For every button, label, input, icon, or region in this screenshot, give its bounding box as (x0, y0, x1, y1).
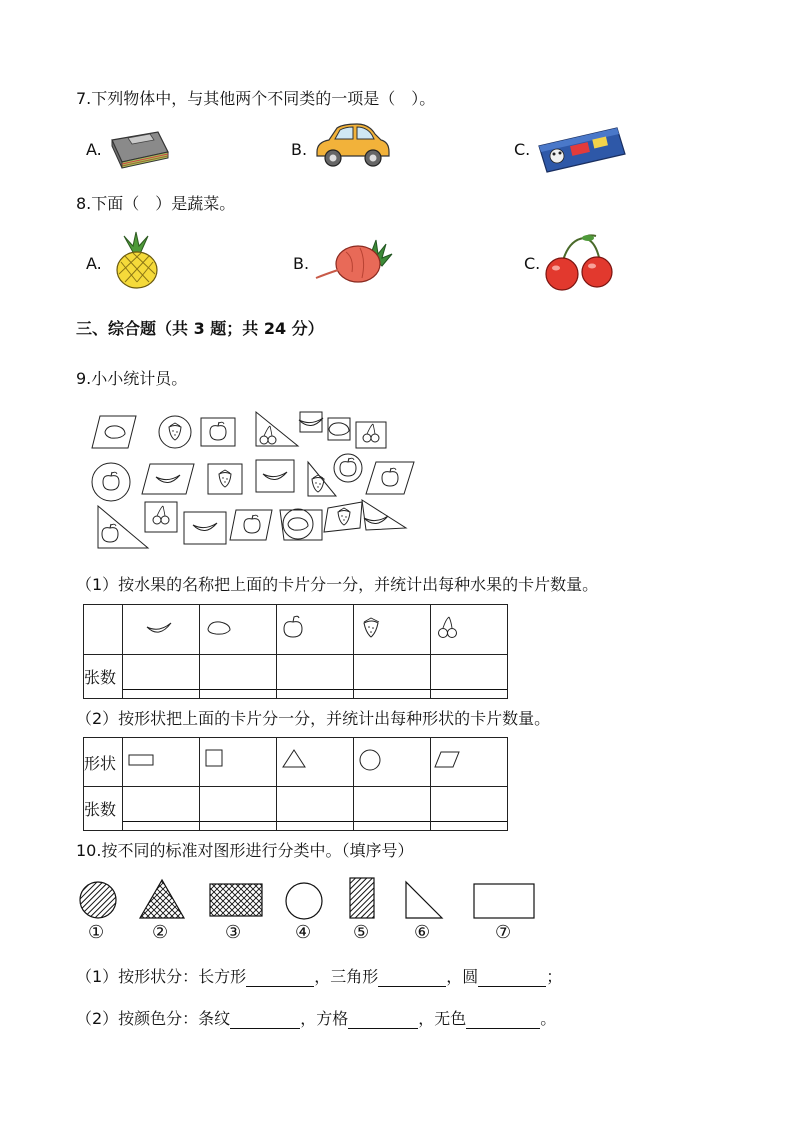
pencil-box-icon (537, 126, 627, 174)
shape-7-plain-rectangle (474, 884, 534, 918)
table2-answer-square[interactable] (200, 787, 277, 831)
q10-part2-end: 。 (540, 1009, 557, 1028)
book-icon (108, 126, 170, 168)
q8-option-c-label: C. (524, 254, 541, 273)
rectangle-icon (123, 738, 199, 782)
q10-part1-mid2: ，圆 (446, 967, 479, 986)
q8-option-b-label: B. (293, 254, 310, 273)
q10-triangle-blank[interactable] (378, 967, 446, 987)
fruit-cards-illustration (88, 406, 418, 552)
table1-header-strawberry (354, 605, 431, 655)
q10-text: 10.按不同的标准对图形进行分类中。（填序号） (76, 841, 414, 860)
shape-number-7: ⑦ (495, 922, 512, 943)
table2-header-triangle (277, 738, 354, 787)
fruit-count-table (83, 604, 508, 699)
table1-answer-strawberry[interactable] (354, 655, 431, 699)
shape-number-6: ⑥ (414, 922, 431, 943)
square-icon (200, 738, 276, 782)
table2-header-parallelogram (431, 738, 508, 787)
mango-icon (200, 605, 276, 650)
table2-row-label: 张数 (84, 787, 123, 831)
table1-header-mango (200, 605, 277, 655)
table2-header-rectangle (123, 738, 200, 787)
q10-part2-mid2: ，无色 (418, 1009, 467, 1028)
q7-option-b-label: B. (291, 140, 308, 159)
triangle-icon (277, 738, 353, 782)
section-3-title: 三、综合题（共 3 题；共 24 分） (76, 319, 324, 338)
q9-part1-text: （1）按水果的名称把上面的卡片分一分，并统计出每种水果的卡片数量。 (76, 575, 599, 594)
cherry-icon (431, 605, 507, 650)
shape-number-4: ④ (295, 922, 312, 943)
radish-icon (314, 238, 394, 284)
table2-answer-circle[interactable] (354, 787, 431, 831)
shape-count-table (83, 737, 508, 831)
q9-text: 9.小小统计员。 (76, 369, 188, 388)
q10-part2-prefix: （2）按颜色分：条纹 (76, 1009, 231, 1028)
q10-checked-blank[interactable] (348, 1009, 418, 1029)
table2-header-square (200, 738, 277, 787)
strawberry-icon (354, 605, 430, 650)
q7-text: 7.下列物体中，与其他两个不同类的一项是（ ）。 (76, 89, 436, 108)
circle-icon (354, 738, 430, 782)
shape-number-5: ⑤ (353, 922, 370, 943)
q10-part1-mid1: ，三角形 (314, 967, 379, 986)
table1-answer-cherry[interactable] (431, 655, 508, 699)
table1-header-banana (123, 605, 200, 655)
table1-header-cherry (431, 605, 508, 655)
q10-part1-line (76, 964, 562, 987)
table2-header-circle (354, 738, 431, 787)
q8-option-a-label: A. (86, 254, 102, 273)
banana-icon (123, 605, 199, 650)
shape-number-1: ① (88, 922, 105, 943)
q10-rectangle-blank[interactable] (246, 967, 314, 987)
q7-option-c-label: C. (514, 140, 531, 159)
shape-4-plain-circle (286, 883, 322, 919)
shape-2-checked-triangle (140, 880, 184, 918)
table2-answer-triangle[interactable] (277, 787, 354, 831)
shape-5-striped-rectangle (350, 878, 374, 918)
table2-header-label: 形状 (84, 738, 123, 787)
table1-answer-banana[interactable] (123, 655, 200, 699)
shape-3-checked-rectangle (210, 884, 262, 916)
shape-6-plain-triangle (406, 882, 442, 918)
table1-answer-apple[interactable] (277, 655, 354, 699)
shape-number-2: ② (152, 922, 169, 943)
table1-header-apple (277, 605, 354, 655)
q10-part1-end: ； (546, 967, 563, 986)
car-icon (313, 122, 391, 170)
q10-striped-blank[interactable] (230, 1009, 300, 1029)
table1-corner (84, 605, 123, 655)
apple-icon (277, 605, 353, 650)
shapes-illustration (76, 874, 546, 924)
q10-plain-blank[interactable] (466, 1009, 540, 1029)
q8-text: 8.下面（ ）是蔬菜。 (76, 194, 236, 213)
pineapple-icon (106, 232, 166, 290)
parallelogram-icon (431, 738, 507, 782)
q10-part2-mid1: ，方格 (300, 1009, 349, 1028)
q9-part2-text: （2）按形状把上面的卡片分一分，并统计出每种形状的卡片数量。 (76, 709, 551, 728)
q7-option-a-label: A. (86, 140, 102, 159)
table1-row-label: 张数 (84, 655, 123, 699)
table1-answer-mango[interactable] (200, 655, 277, 699)
shape-1-striped-circle (80, 882, 116, 918)
table2-answer-parallelogram[interactable] (431, 787, 508, 831)
q10-part2-line (76, 1006, 556, 1029)
table2-answer-rectangle[interactable] (123, 787, 200, 831)
q10-circle-blank[interactable] (478, 967, 546, 987)
q10-part1-prefix: （1）按形状分：长方形 (76, 967, 247, 986)
cherry-icon (542, 234, 618, 290)
shape-number-3: ③ (225, 922, 242, 943)
